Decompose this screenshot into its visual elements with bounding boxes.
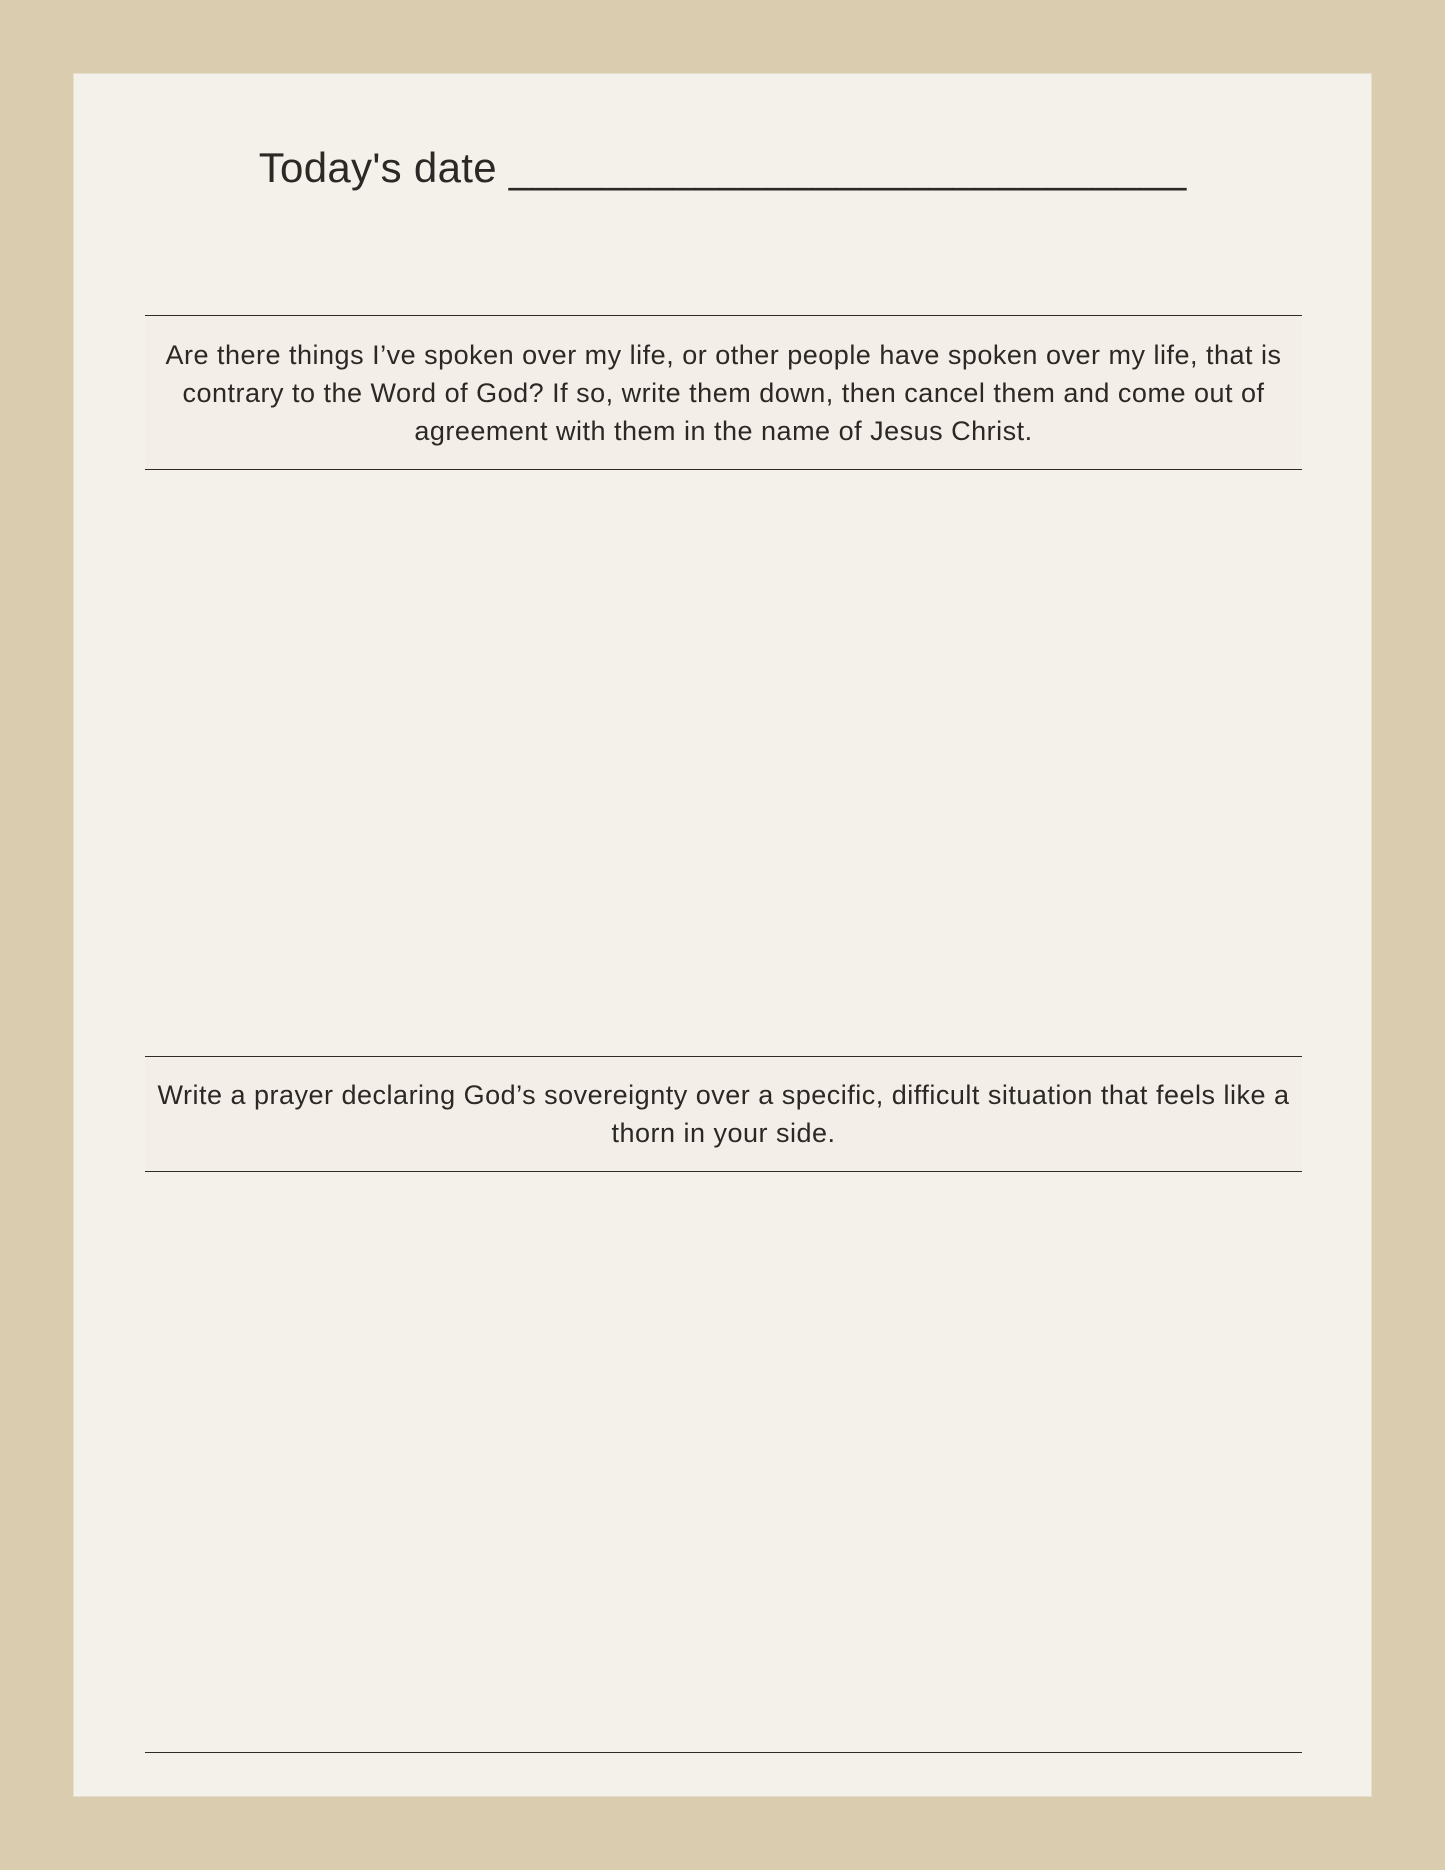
journal-page bbox=[73, 73, 1372, 1797]
date-label: Today's date bbox=[258, 144, 497, 191]
writing-area-2[interactable] bbox=[145, 1172, 1302, 1752]
prompt-text-2: Write a prayer declaring God’s sovereignty over a specific, difficult situation that feels like a thorn in your side. bbox=[157, 1080, 1290, 1148]
prompt-box-2 bbox=[145, 1056, 1302, 1172]
prompt-text-1: Are there things I’ve spoken over my life, or other people have spoken over my life, that is contrary to the Word of God? If so, write them down, then cancel them and come out of agreement with them in the name of Jesus Christ. bbox=[165, 339, 1282, 446]
prompt-box-1 bbox=[145, 315, 1302, 470]
writing-area-1[interactable] bbox=[145, 470, 1302, 1056]
date-blank[interactable]: _____________________________ bbox=[508, 144, 1187, 191]
bottom-rule bbox=[145, 1752, 1302, 1753]
date-line bbox=[74, 144, 1371, 192]
